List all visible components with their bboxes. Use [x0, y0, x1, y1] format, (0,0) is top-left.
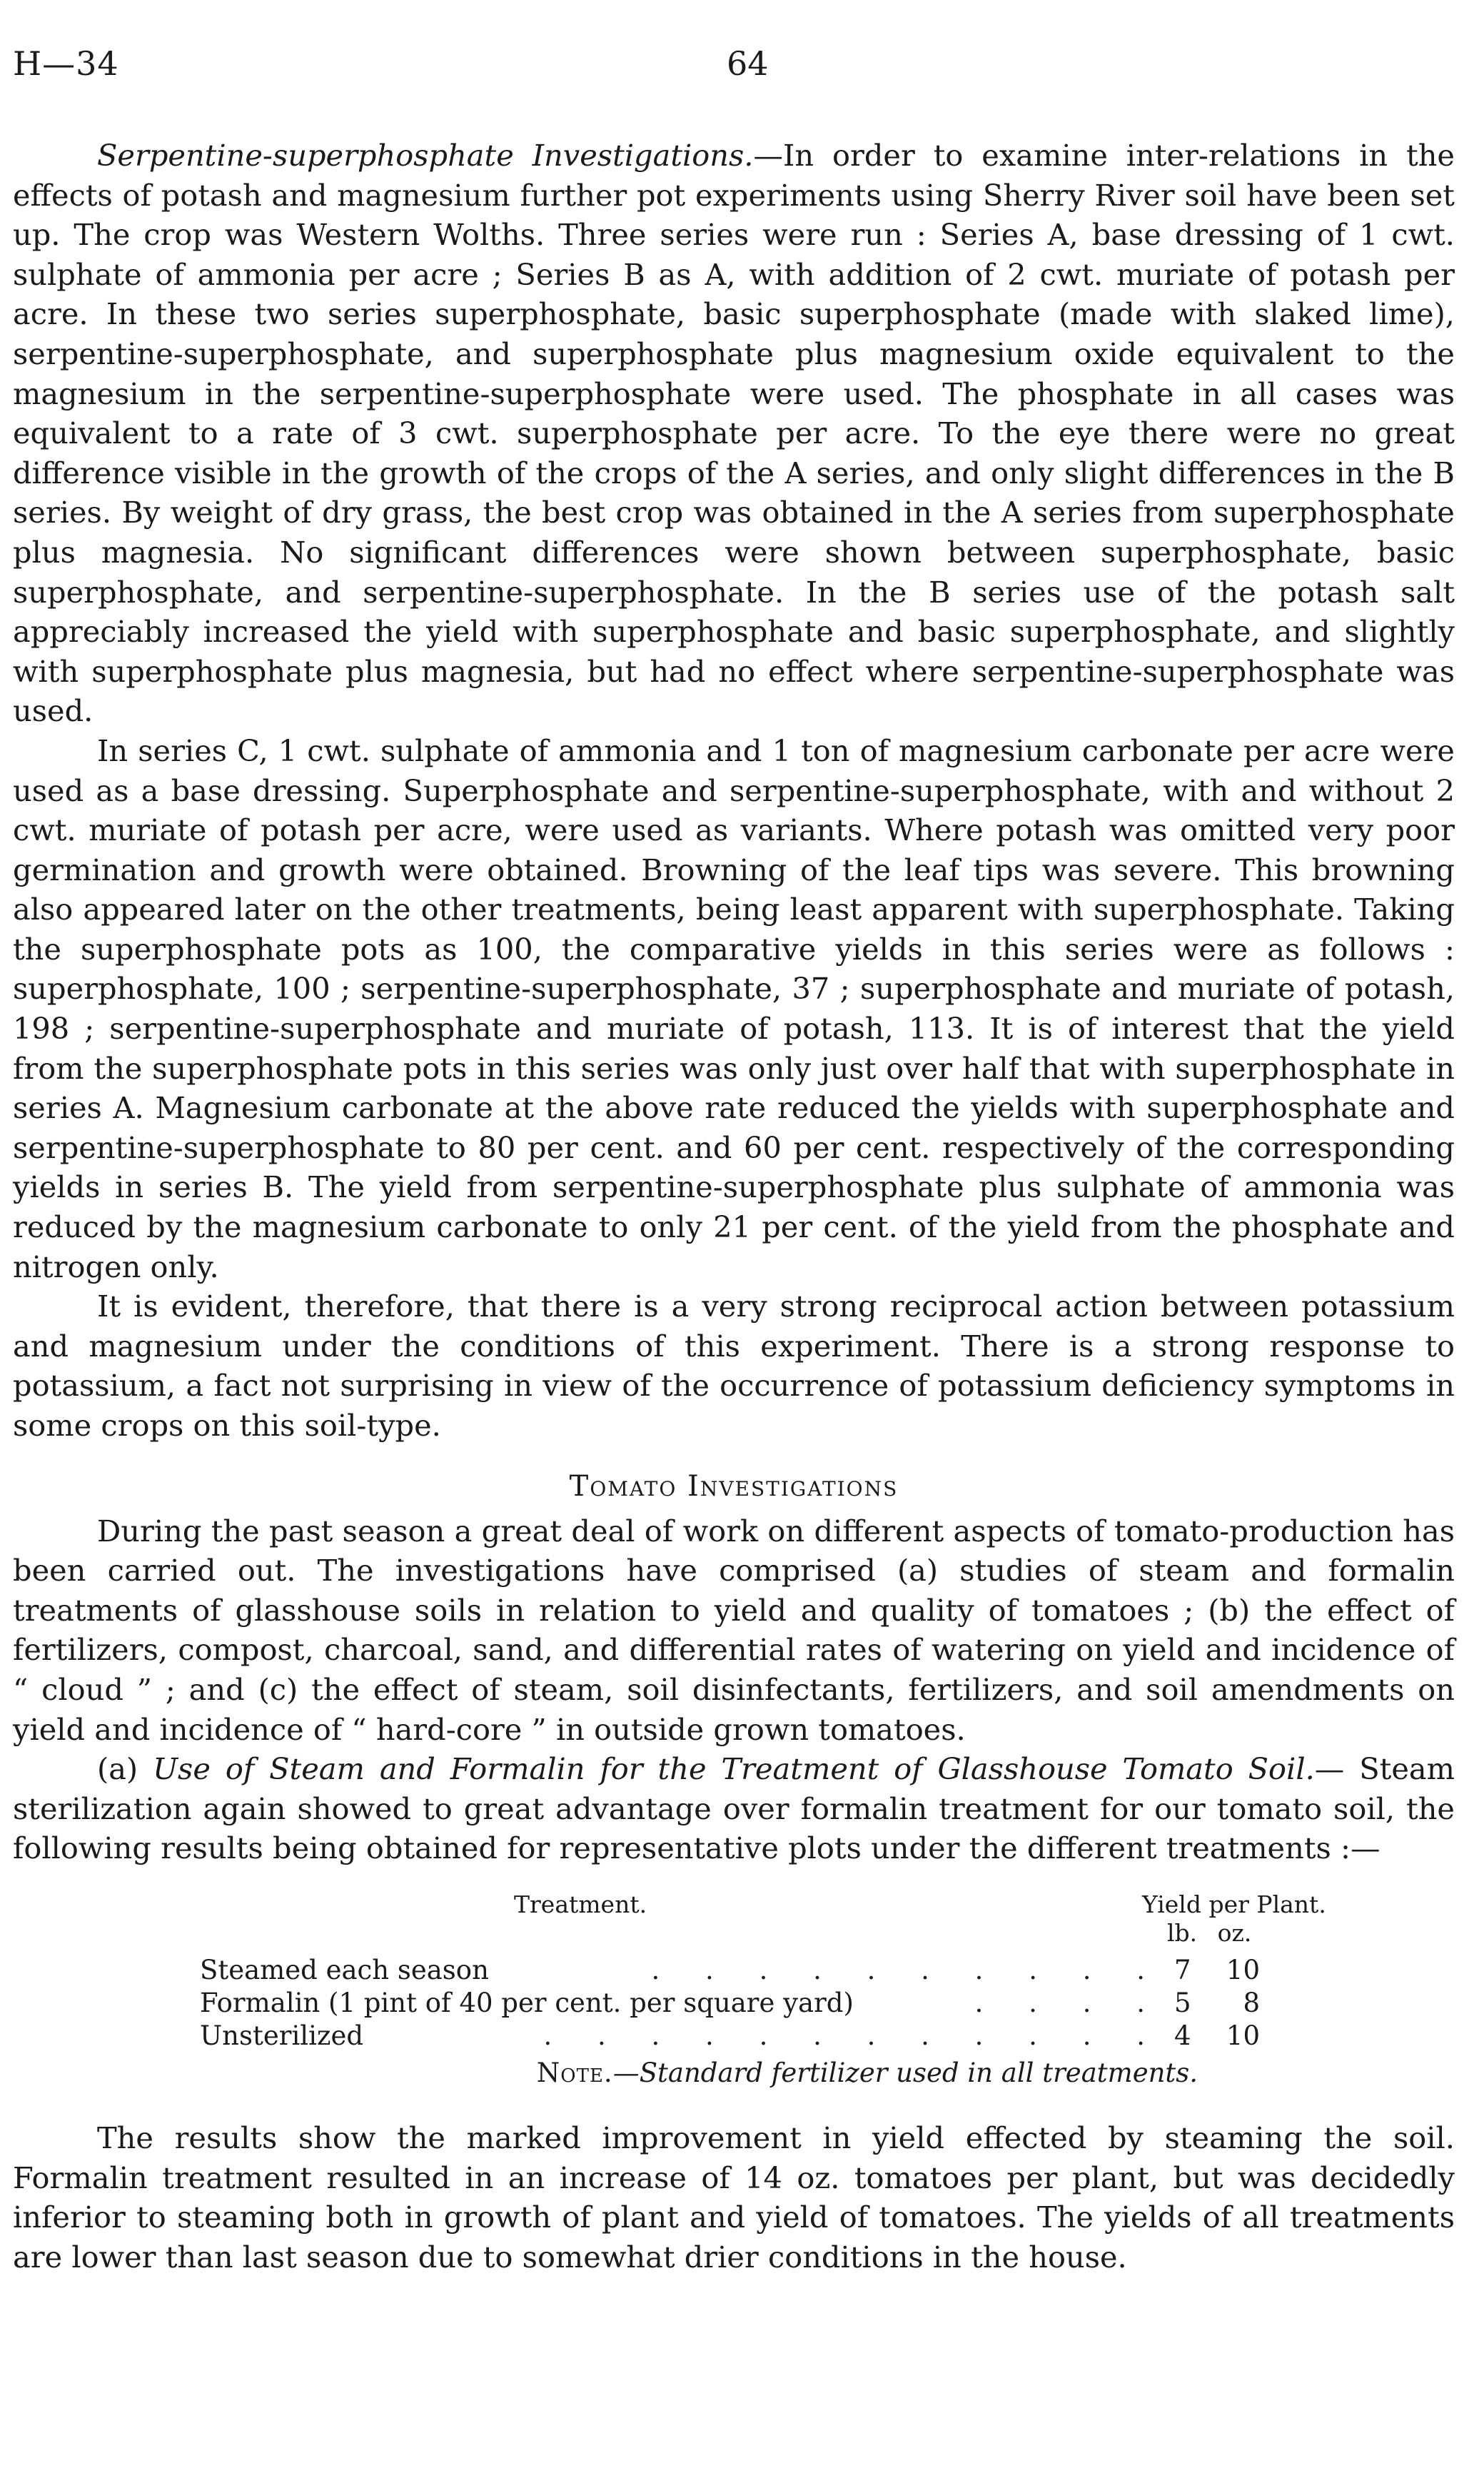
yield-oz: 10	[1226, 1954, 1260, 1985]
tomato-section-heading: Tomato Investigations	[569, 1469, 899, 1503]
yield-oz: 8	[1243, 1987, 1260, 2018]
serpentine-paragraph-1-text: —In order to examine inter-relations in the effects of potash and magnesium further pot experiments using Sherry River soil have been set up. The crop was Western Wolths. Three series were run : Series A, base dressing of 1 cwt. sulphate of ammonia per acre ; Series B as A, with addition of 2 cwt. muriate of potash per acre. In these two series superphosphate, basic superphosphate (made with slaked lime), serpentine-superphosphate, and superphosphate plus magnesium oxide equivalent to the magnesium in the serpentine-superphosphate were used. The phosphate in all cases was equivalent to a rate of 3 cwt. superphosphate per acre. To the eye there were no great difference visible in the growth of the crops of the A series, and only slight differences in the B series. By weight of dry grass, the best crop was obtained in the A series from superphosphate plus magnesia. No significant differences were shown between superphosphate, basic superphosphate, and serpentine-superphosphate. In the B series use of the potash salt appreciably increased the yield with superphosphate and basic superphosphate, and slightly with superphosphate plus magnesia, but had no effect where serpentine-superphosphate was used.	[13, 138, 1455, 729]
yield-lb: 5	[1174, 1987, 1191, 2018]
leader-dots: . . . . . . . . . .	[651, 1954, 1164, 1985]
lb-header: lb.	[1167, 1918, 1198, 1947]
yield-table	[200, 1888, 1371, 2090]
tomato-paragraph-1: During the past season a great deal of work on different aspects of tomato-production has been carried out. The investigations have comprised (a) studies of steam and formalin treatments of glasshouse soils in relation to yield and quality of tomatoes ; (b) the effect of fertilizers, compost, charcoal, sand, and differential rates of watering on yield and incidence of “ cloud ” ; and (c) the effect of steam, soil disinfectants, fertilizers, and soil amendments on yield and incidence of “ hard-core ” in outside grown tomatoes.	[13, 1513, 1455, 1747]
serpentine-paragraph-2: In series C, 1 cwt. sulphate of ammonia and 1 ton of magnesium carbonate per acre were used as a base dressing. Superphosphate and serpentine-superphosphate, with and without 2 cwt. muriate of potash per acre, were used as variants. Where potash was omitted very poor germination and growth were obtained. Browning of the leaf tips was severe. This browning also appeared later on the other treatments, being least apparent with superphosphate. Taking the superphosphate pots as 100, the comparative yields in this series were as follows : superphosphate, 100 ; serpentine-superphosphate, 37 ; superphosphate and muriate of potash, 198 ; serpentine-superphosphate and muriate of potash, 113. It is of interest that the yield from the superphosphate pots in this series was only just over half that with superphosphate in series A. Magnesium carbonate at the above rate reduced the yields with superphosphate and serpentine-superphosphate to 80 per cent. and 60 per cent. respectively of the corresponding yields in series B. The yield from serpentine-superphosphate plus sulphate of ammonia was reduced by the magnesium carbonate to only 21 per cent. of the yield from the phosphate and nitrogen only.	[13, 732, 1455, 1284]
tomato-paragraph-2-text: — Steam sterilization again showed to great advantage over formalin treatment for our tomato soil, the following results being obtained for representative plots under the different treatments :—	[13, 1751, 1455, 1866]
leader-dots: . . . .	[974, 1987, 1164, 2018]
note-text: —Standard fertilizer used in all treatments.	[612, 2057, 1198, 2088]
treatment-name: Formalin (1 pint of 40 per cent. per square yard)	[200, 1987, 854, 2018]
tomato-paragraph-3: The results show the marked improvement in yield effected by steaming the soil. Formalin treatment resulted in an increase of 14 oz. tomatoes per plant, but was decidedly inferior to steaming both in growth of plant and yield of tomatoes. The yields of all treatments are lower than last season due to somewhat drier conditions in the house.	[13, 2120, 1455, 2275]
yield-units-header	[1167, 1917, 1251, 1950]
page-number: 64	[727, 44, 769, 83]
spacer	[13, 2090, 1455, 2118]
yield-column-header: Yield per Plant.	[1142, 1890, 1326, 1918]
table-row	[200, 2020, 1371, 2053]
table-note	[200, 2057, 1371, 2090]
tomato-subsection-title: Use of Steam and Formalin for the Treatment of Glasshouse Tomato Soil.	[153, 1751, 1315, 1787]
document-code: H—34	[13, 44, 119, 83]
serpentine-paragraph-1	[13, 136, 1455, 731]
oz-header: oz.	[1217, 1918, 1252, 1947]
table-row	[200, 1954, 1371, 1987]
tomato-paragraph-2-prefix: (a)	[97, 1751, 153, 1787]
table-row	[200, 1987, 1371, 2020]
yield-oz: 10	[1226, 2020, 1260, 2051]
note-label: Note.	[536, 2057, 613, 2088]
document-page	[13, 0, 1455, 2277]
treatment-name: Steamed each season	[200, 1954, 489, 1985]
leader-dots: . . . . . . . . . . . .	[543, 2020, 1164, 2051]
tomato-paragraph-2	[13, 1749, 1455, 1868]
serpentine-paragraph-3: It is evident, therefore, that there is a very strong reciprocal action between potassium and magnesium under the conditions of this experiment. There is a strong response to potassium, a fact not surprising in view of the occurrence of potassium deficiency symptoms in some crops on this soil-type.	[13, 1289, 1455, 1443]
yield-lb: 7	[1174, 1954, 1191, 1985]
treatment-column-header: Treatment.	[514, 1890, 647, 1918]
serpentine-section-title: Serpentine-superphosphate Investigations.	[97, 138, 754, 173]
treatment-name: Unsterilized	[200, 2020, 364, 2051]
page-header	[13, 0, 1455, 136]
yield-table-header	[200, 1888, 1371, 1954]
yield-lb: 4	[1174, 2020, 1191, 2051]
